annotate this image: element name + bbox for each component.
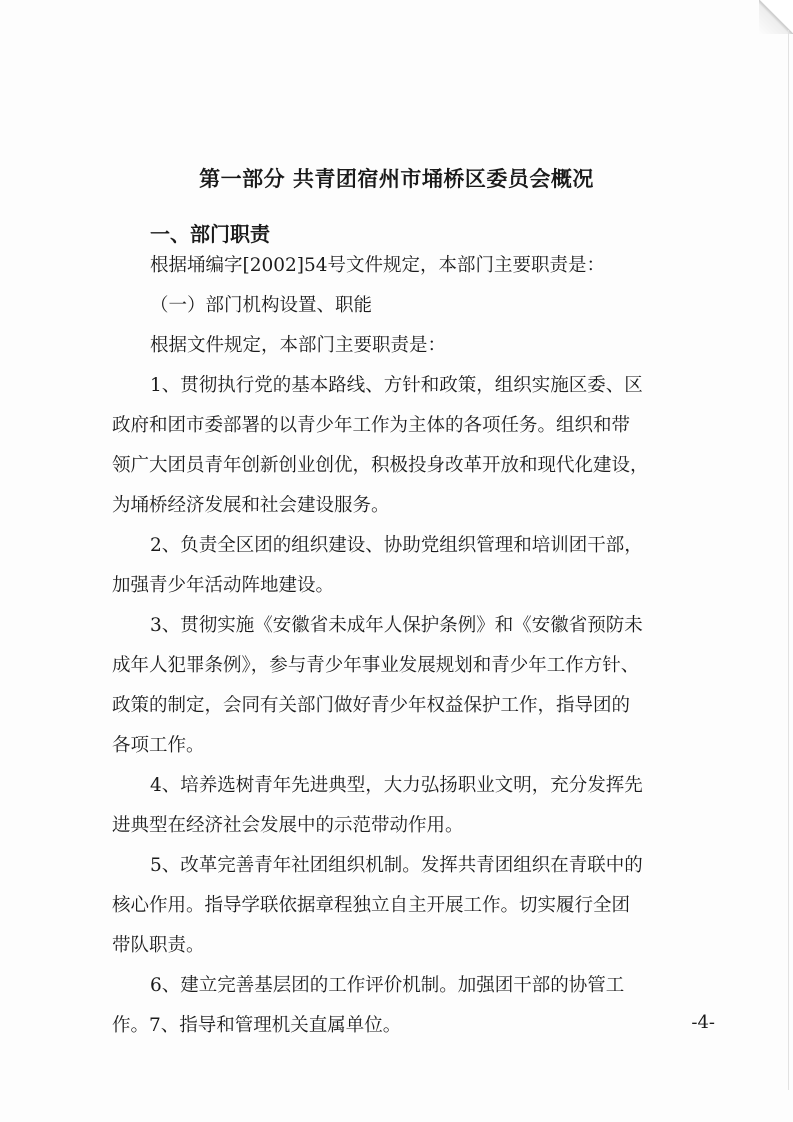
paragraph-line: 为埇桥经济发展和社会建设服务。: [112, 495, 390, 516]
paragraph-line: 政府和团市委部署的以青少年工作为主体的各项任务。组织和带: [112, 415, 631, 436]
page-fold-corner: [759, 0, 793, 34]
document-title: 第一部分 共青团宿州市埇桥区委员会概况: [199, 167, 594, 191]
paragraph-line: 领广大团员青年创新创业创优，积极投身改革开放和现代化建设，: [112, 455, 649, 476]
paragraph-line: 政策的制定，会同有关部门做好青少年权益保护工作，指导团的: [112, 695, 631, 716]
paragraph-line: 5、改革完善青年社团组织机制。发挥共青团组织在青联中的: [150, 855, 643, 876]
paragraph-line: 加强青少年活动阵地建设。: [112, 575, 335, 596]
paragraph-line: 根据文件规定，本部门主要职责是：: [150, 335, 447, 356]
paragraph-line: 进典型在经济社会发展中的示范带动作用。: [112, 815, 464, 836]
paragraph-line: 3、贯彻实施《安徽省未成年人保护条例》和《安徽省预防未: [150, 615, 643, 636]
paragraph-line: 带队职责。: [112, 935, 205, 956]
paragraph-line: 6、建立完善基层团的工作评价机制。加强团干部的协管工: [150, 975, 625, 996]
paragraph-line: 核心作用。指导学联依据章程独立自主开展工作。切实履行全团: [112, 895, 631, 916]
paragraph-line: 1、贯彻执行党的基本路线、方针和政策，组织实施区委、区: [150, 375, 643, 396]
section-heading: 一、部门职责: [150, 222, 270, 246]
paragraph-line: 各项工作。: [112, 735, 205, 756]
paragraph-line: 2、负责全区团的组织建设、协助党组织管理和培训团干部，: [150, 535, 643, 556]
paragraph-line: 4、培养选树青年先进典型，大力弘扬职业文明，充分发挥先: [150, 775, 643, 796]
paragraph-line: （一）部门机构设置、职能: [150, 295, 373, 316]
paragraph-line: 作。7、指导和管理机关直属单位。: [112, 1015, 402, 1036]
paragraph-line: 根据埇编字[2002]54号文件规定，本部门主要职责是：: [150, 255, 606, 276]
paragraph-line: 成年人犯罪条例》，参与青少年事业发展规划和青少年工作方针、: [112, 655, 640, 676]
page-number: -4-: [691, 1012, 715, 1033]
